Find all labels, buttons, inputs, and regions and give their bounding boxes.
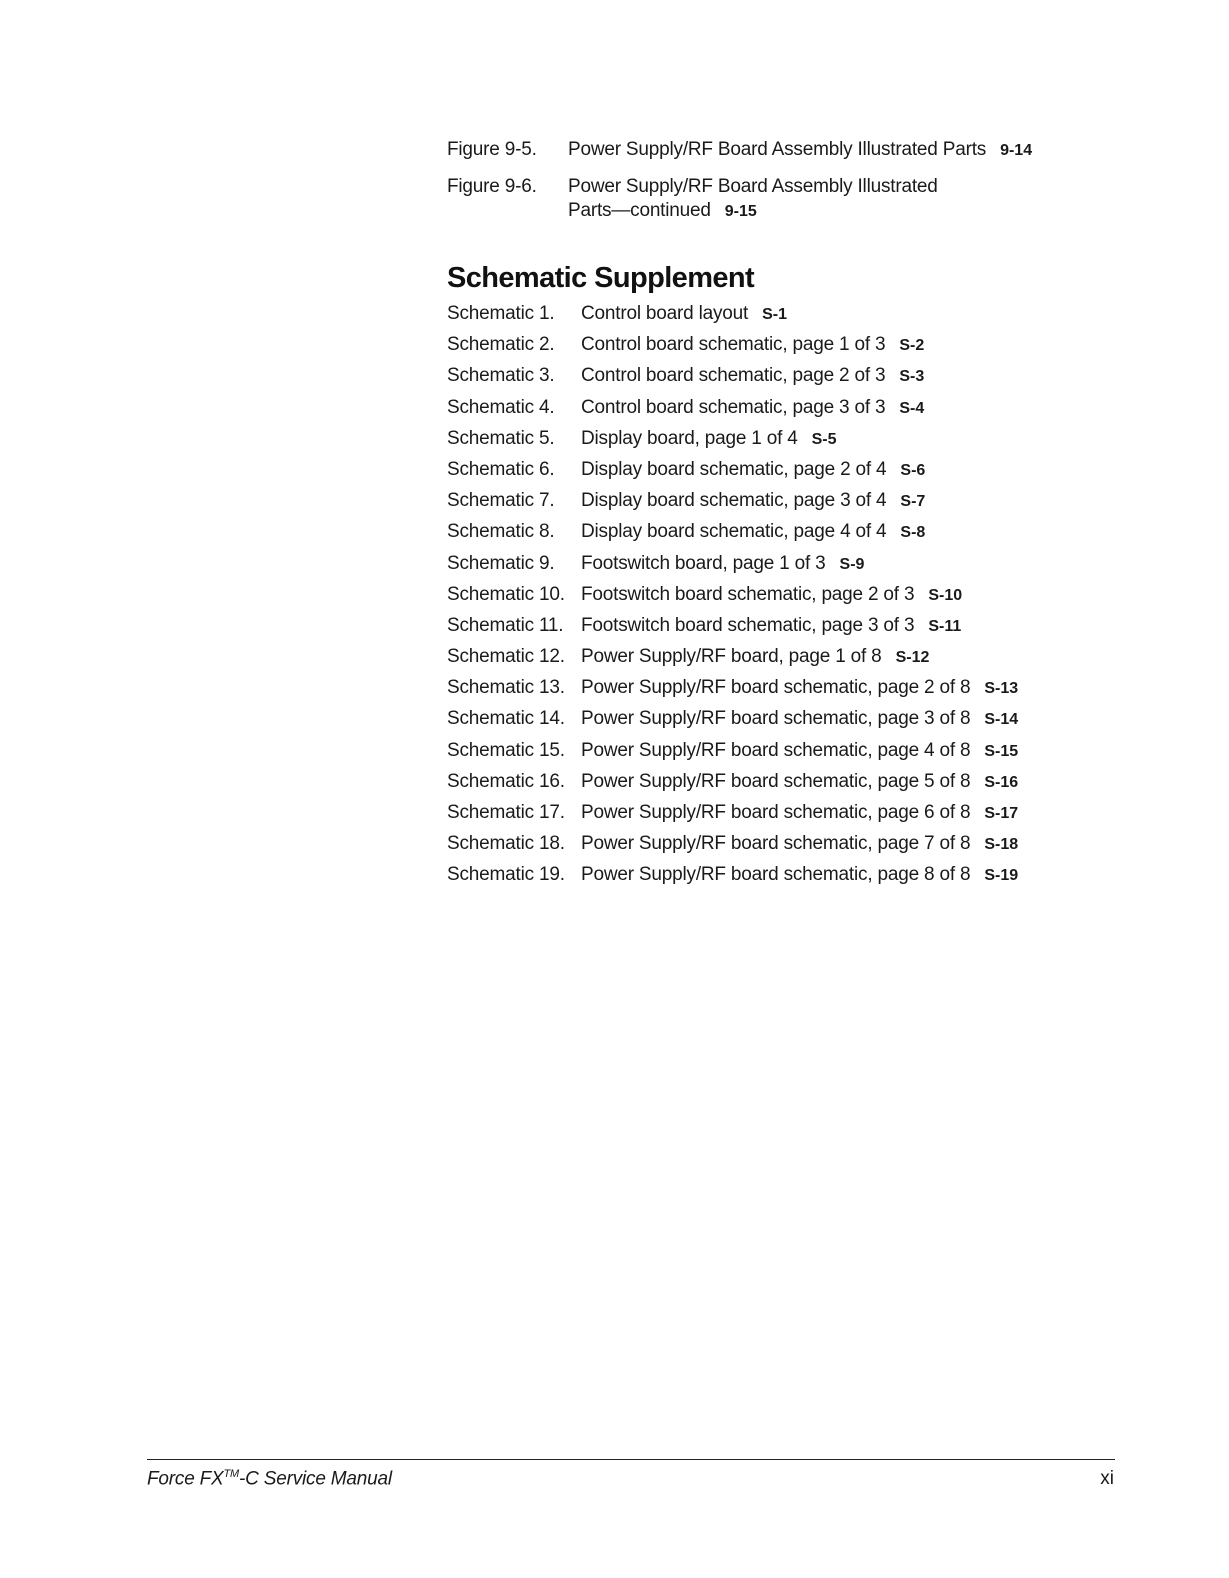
schematic-title: Power Supply/RF board schematic, page 8 of 8 xyxy=(581,864,971,886)
figure-list xyxy=(447,138,1067,236)
footer-manual-title xyxy=(147,1468,392,1490)
footer-divider xyxy=(147,1459,1115,1460)
schematic-label: Schematic 2. xyxy=(447,334,555,356)
figure-title-wrap xyxy=(568,138,1067,163)
figure-entry xyxy=(447,175,1067,224)
schematic-page-number: S-1 xyxy=(762,306,788,323)
schematic-title: Display board schematic, page 4 of 4 xyxy=(581,521,887,543)
schematic-entry xyxy=(447,800,1087,831)
schematic-page-number: S-13 xyxy=(984,680,1019,698)
footer-page-number: xi xyxy=(1100,1468,1114,1489)
schematic-entry xyxy=(447,831,1087,862)
schematic-title: Display board schematic, page 3 of 4 xyxy=(581,490,887,512)
schematic-entry xyxy=(447,519,1087,550)
schematic-entry xyxy=(447,613,1087,644)
schematic-label: Schematic 6. xyxy=(447,458,555,480)
schematic-title: Control board schematic, page 1 of 3 xyxy=(581,334,886,356)
schematic-title: Control board schematic, page 3 of 3 xyxy=(581,396,886,418)
figure-page-number: 9-14 xyxy=(1000,142,1033,159)
figure-label: Figure 9-6. xyxy=(447,176,537,197)
schematic-page-number: S-14 xyxy=(984,711,1019,729)
schematic-title: Footswitch board schematic, page 2 of 3 xyxy=(581,583,915,605)
schematic-title: Power Supply/RF board schematic, page 3 of 8 xyxy=(581,708,971,730)
schematic-entry xyxy=(447,582,1087,613)
schematic-list xyxy=(447,301,1087,894)
schematic-label: Schematic 11. xyxy=(447,614,564,636)
schematic-entry xyxy=(447,675,1087,706)
schematic-page-number: S-17 xyxy=(984,805,1019,822)
schematic-page-number: S-5 xyxy=(811,430,837,448)
schematic-page-number: S-12 xyxy=(895,649,930,667)
schematic-label: Schematic 3. xyxy=(447,365,555,387)
schematic-label: Schematic 16. xyxy=(447,770,565,792)
figure-title: Power Supply/RF Board Assembly Illustrated Parts—continued xyxy=(568,176,938,221)
schematic-label: Schematic 1. xyxy=(447,303,555,324)
schematic-title: Footswitch board schematic, page 3 of 3 xyxy=(581,614,915,636)
footer-trademark: TM xyxy=(223,1468,240,1480)
schematic-title: Power Supply/RF board schematic, page 7 of 8 xyxy=(581,833,971,855)
figure-page-number: 9-15 xyxy=(724,203,757,220)
schematic-entry xyxy=(447,426,1087,457)
schematic-label: Schematic 19. xyxy=(447,864,565,886)
schematic-page-number: S-7 xyxy=(900,493,926,511)
schematic-label: Schematic 4. xyxy=(447,396,555,418)
schematic-label: Schematic 10. xyxy=(447,583,565,605)
schematic-entry xyxy=(447,862,1087,893)
schematic-entry xyxy=(447,332,1087,363)
schematic-title: Display board schematic, page 2 of 4 xyxy=(581,458,887,480)
schematic-page-number: S-4 xyxy=(899,399,925,417)
schematic-page-number: S-8 xyxy=(900,524,926,542)
schematic-entry xyxy=(447,769,1087,800)
figure-title: Power Supply/RF Board Assembly Illustrated Parts xyxy=(568,139,987,160)
schematic-page-number: S-2 xyxy=(899,337,925,355)
schematic-label: Schematic 7. xyxy=(447,490,555,512)
schematic-label: Schematic 18. xyxy=(447,833,565,855)
schematic-title: Power Supply/RF board schematic, page 2 of 8 xyxy=(581,677,971,699)
footer-manual-suffix: -C Service Manual xyxy=(239,1468,392,1490)
figure-label: Figure 9-5. xyxy=(447,139,537,160)
figure-entry xyxy=(447,138,1067,163)
schematic-entry xyxy=(447,363,1087,394)
schematic-entry xyxy=(447,644,1087,675)
schematic-entry xyxy=(447,706,1087,737)
schematic-page-number: S-15 xyxy=(984,742,1019,760)
schematic-page-number: S-19 xyxy=(984,867,1019,885)
schematic-page-number: S-11 xyxy=(928,617,962,635)
schematic-page-number: S-10 xyxy=(928,586,963,604)
schematic-label: Schematic 8. xyxy=(447,521,555,543)
schematic-label: Schematic 17. xyxy=(447,802,565,823)
schematic-page-number: S-16 xyxy=(984,773,1019,791)
schematic-label: Schematic 14. xyxy=(447,708,565,730)
schematic-title: Control board layout xyxy=(581,303,749,324)
schematic-title: Power Supply/RF board, page 1 of 8 xyxy=(581,646,882,668)
schematic-title: Display board, page 1 of 4 xyxy=(581,427,798,449)
schematic-label: Schematic 15. xyxy=(447,739,565,761)
schematic-entry xyxy=(447,457,1087,488)
schematic-entry xyxy=(447,738,1087,769)
schematic-entry xyxy=(447,551,1087,582)
schematic-entry xyxy=(447,395,1087,426)
schematic-label: Schematic 5. xyxy=(447,427,555,449)
schematic-label: Schematic 13. xyxy=(447,677,565,699)
footer-manual-prefix: Force FX xyxy=(147,1468,224,1490)
schematic-page-number: S-18 xyxy=(984,836,1019,854)
schematic-title: Control board schematic, page 2 of 3 xyxy=(581,365,886,387)
section-heading: Schematic Supplement xyxy=(447,262,755,294)
schematic-title: Power Supply/RF board schematic, page 5 of 8 xyxy=(581,770,971,792)
schematic-page-number: S-9 xyxy=(839,555,865,573)
schematic-title: Power Supply/RF board schematic, page 4 of 8 xyxy=(581,739,971,761)
schematic-page-number: S-6 xyxy=(900,461,926,479)
schematic-title: Power Supply/RF board schematic, page 6 of 8 xyxy=(581,802,971,823)
figure-title-wrap xyxy=(568,175,948,224)
schematic-entry xyxy=(447,301,1087,332)
schematic-label: Schematic 9. xyxy=(447,552,555,574)
schematic-label: Schematic 12. xyxy=(447,646,565,668)
schematic-entry xyxy=(447,488,1087,519)
schematic-page-number: S-3 xyxy=(899,368,925,386)
schematic-title: Footswitch board, page 1 of 3 xyxy=(581,552,826,574)
